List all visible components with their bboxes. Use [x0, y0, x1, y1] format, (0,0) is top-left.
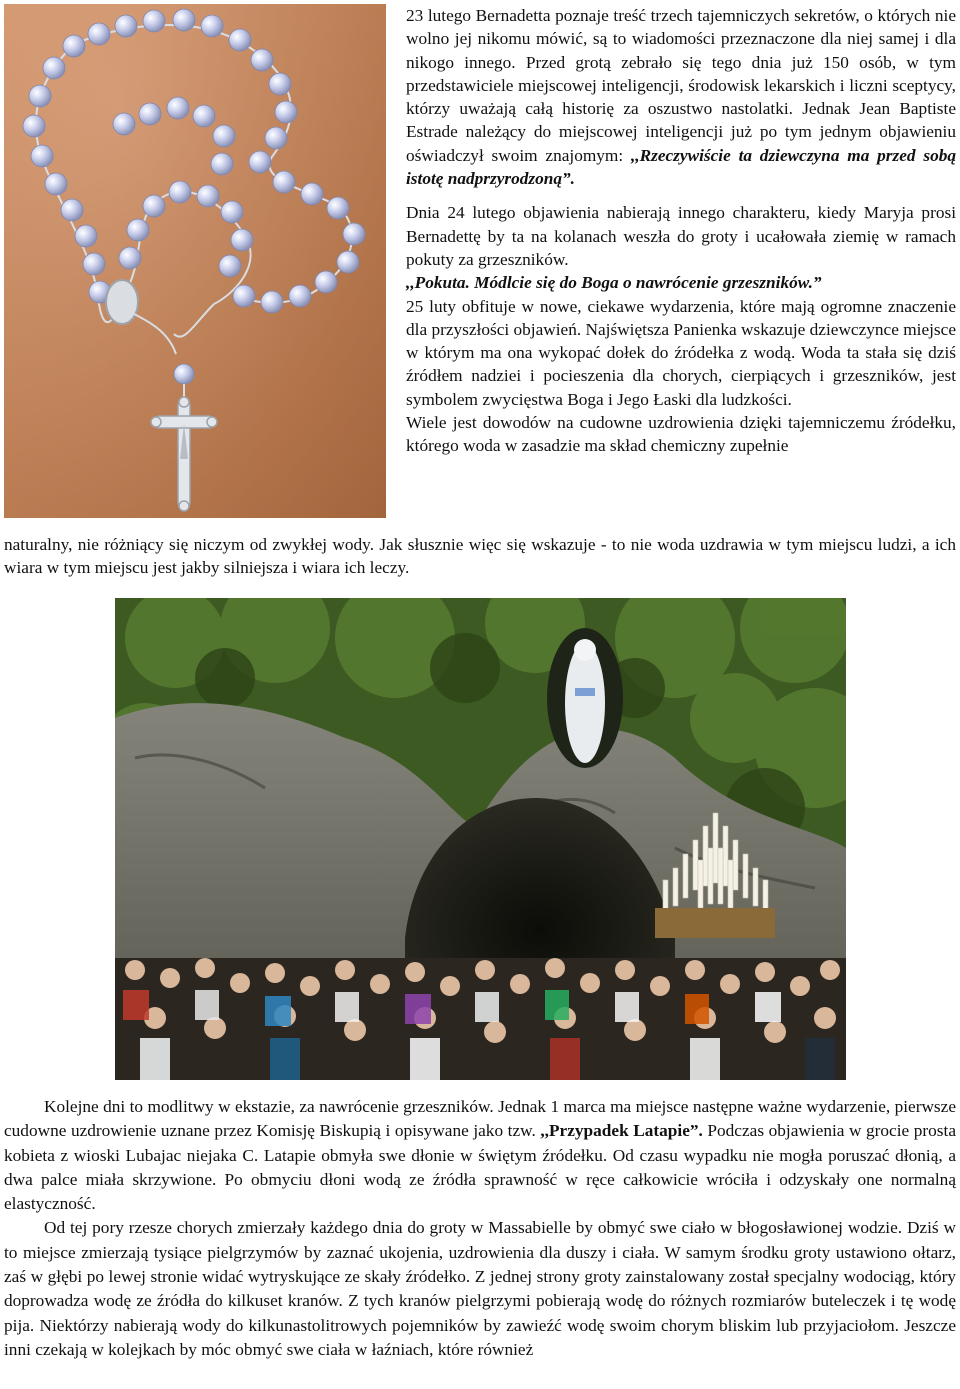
estrade-quote: ,,Rzeczywiście ta dziewczyna ma przed sobą istotę nadprzyrodzoną”. [406, 145, 956, 189]
paragraph-penance [406, 201, 956, 271]
paragraph-healings-start: Wiele jest dowodów na cudowne uzdrowienia dzięki tajemniczemu źródełku, którego woda w zasadzie ma skład chemiczny zupełnie [406, 413, 956, 456]
paragraph-spring: 25 luty obfituje w nowe, ciekawe wydarzenia, które mają ogromne znaczenie dla przyszłości objawień. Najświętsza Panienka wskazuje dziewczynce miejsce w którym ma ona wykopać dołek do źródełka z wodą. Woda ta stała się dziś źródłem nadziei i pocieszenia dla chorych, cierpiących i grzeszników, jest symbolem zwycięstwa Boga i Jego Łaski dla ludzkości. [406, 296, 956, 409]
paragraph-latapie [4, 1095, 956, 1216]
right-column-text [406, 4, 956, 458]
penance-quote: ,,Pokuta. Módlcie się do Boga o nawrócenie grzeszników.” [406, 273, 822, 293]
rosary-icon [4, 4, 386, 518]
paragraph-pilgrims: Od tej pory rzesze chorych zmierzały każdego dnia do groty w Massabielle by obmyć swe ciało w błogosławionej wodzie. Dziś w to miejsce zmierzają tysiące pielgrzymów by zaznać ukojenia, uzdrowienia dla duszy i ciała. W samym środku groty ustawiono ołtarz, zaś w głębi po lewej stronie widać wytryskujące ze skały źródełko. Z jednej strony groty zainstalowany został specjalny wodociąg, który doprowadza wodę ze źródła do kilkuset kranów. Z tych kranów pielgrzymi pobierają wodę do różnych rozmiarów buteleczek i tę wodę pija. Niektórzy nabierają wody do kilkunastolitrowych pojemników by zawieźć wodę swoim chorym bliskim lub przyjaciołom. Jeszcze inni czekają w kolejkach by móc obmyć swe ciała w łaźniach, które również [4, 1218, 956, 1359]
grotto-photo [115, 598, 846, 1080]
paragraph-latapie-a: Kolejne dni to modlitwy w ekstazie, za nawrócenie grzeszników. Jednak 1 marca ma miejsce następne ważne wydarzenie, pierwsze cudowne uzdrowienie uznane przez Komisję Biskupią i opisywane jako tzw. [4, 1097, 956, 1141]
rosary-photo [4, 4, 386, 518]
full-width-text [4, 533, 956, 580]
paragraph-penance-text: Dnia 24 lutego objawienia nabierają innego charakteru, kiedy Maryja prosi Bernadettę by ta na kolanach weszła do groty i ucałowała ziemię w ramach pokuty za grzeszników. [406, 203, 956, 269]
latapie-case-title: ,,Przypadek Latapie”. [540, 1121, 703, 1141]
bottom-text [4, 1095, 956, 1362]
paragraph-secrets-text: 23 lutego Bernadetta poznaje treść trzech tajemniczych sekretów, o których nie wolno jej nikomu mówić, są to wiadomości przeznaczone dla niej samej i dla nikogo innego. Przed grotą zebrało się tego dnia już 150 osób, w tym przedstawiciele miejscowej inteligencji, środowisk lekarskich i liczni sceptycy, którzy uważają całą historię za oszustwo nastolatki. Jednak Jean Baptiste Estrade należący do miejscowej inteligencji już po tym jednym objawieniu oświadczył swoim znajomym: [406, 6, 956, 165]
paragraph-healings-rest: naturalny, nie różniący się niczym od zwykłej wody. Jak słusznie więc się wskazuje - to nie woda uzdrawia w tym miejscu ludzi, a ich wiara w tym miejscu jest jakby silniejsza i wiara ich leczy. [4, 535, 956, 578]
paragraph-latapie-b: Podczas objawienia w grocie prosta kobieta z wioski Lubajac niejaka C. Latapie obmyła swe dłonie w świętym źródełku. Od czasu wypadku nie mogła poruszać dłonią, a dwa palce miała skrzywione. Po obmyciu dłoni wodą ze źródła sprawność w ręce całkowicie wróciła i odzyskały one normalną elastyczność. [4, 1121, 956, 1214]
grotto-icon [115, 598, 846, 1080]
paragraph-secrets [406, 4, 956, 190]
